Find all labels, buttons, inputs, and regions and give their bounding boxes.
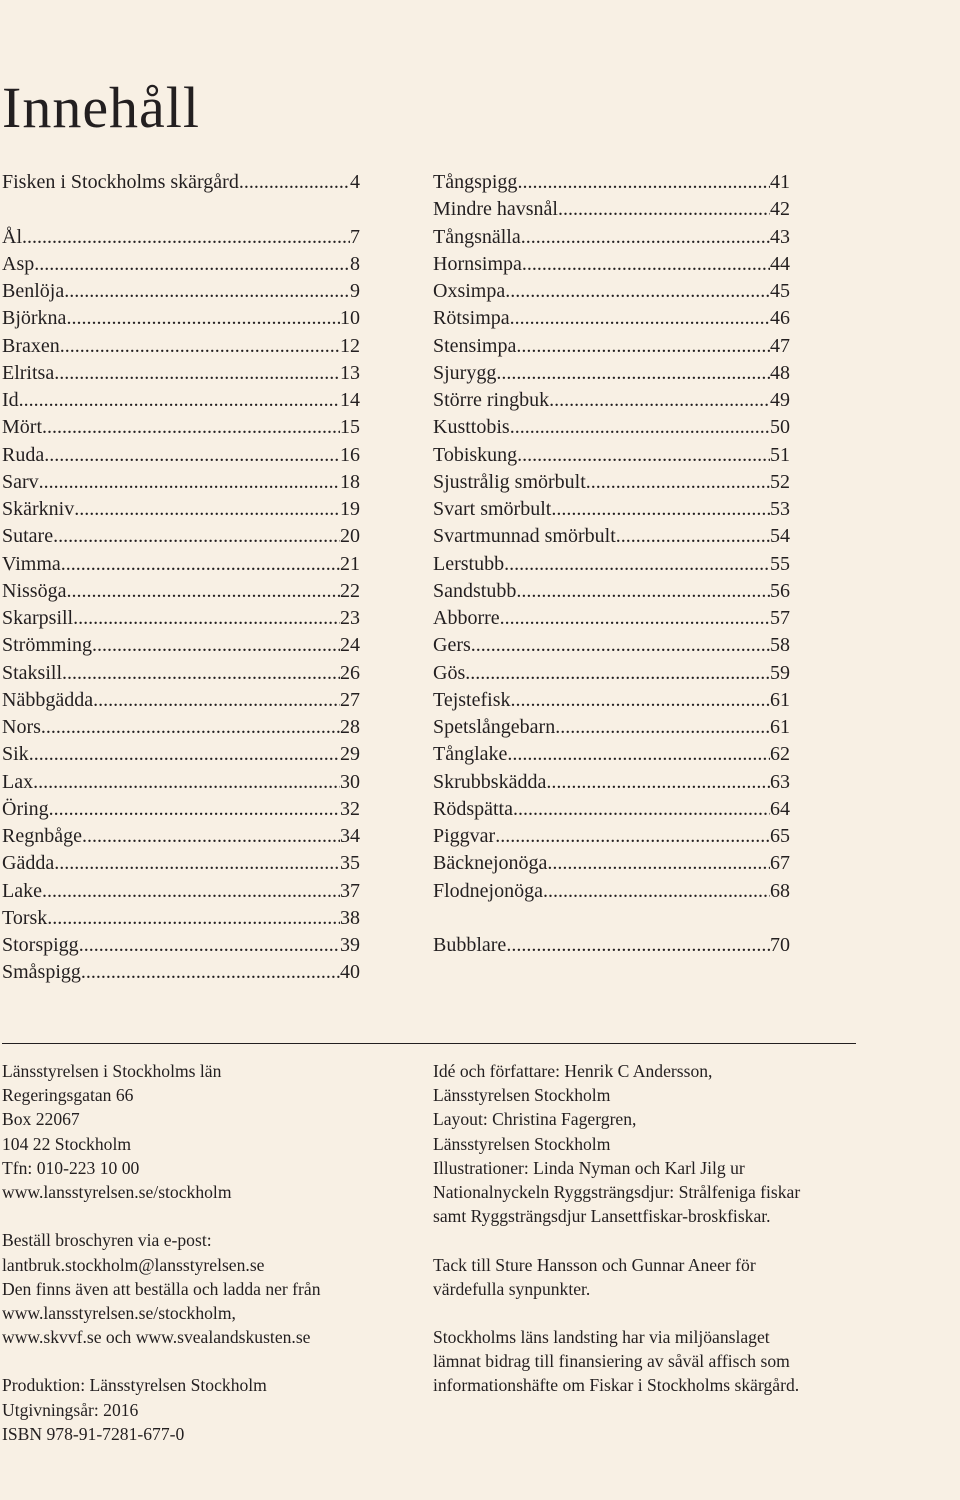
toc-entry-title: Staksill	[2, 661, 63, 684]
toc-entry-page: 55	[770, 552, 790, 575]
paragraph-gap	[2, 1349, 402, 1373]
toc-entry-page: 35	[340, 852, 360, 875]
colophon-left	[2, 1059, 402, 1446]
toc-dot-leader	[54, 360, 340, 387]
toc-dot-leader	[61, 551, 340, 578]
toc-dot-leader	[517, 442, 770, 469]
toc-entry[interactable]	[2, 878, 360, 905]
toc-entry-title: Tejstefisk	[433, 688, 511, 711]
toc-entry-page: 22	[340, 579, 360, 602]
toc-dot-leader	[551, 496, 770, 523]
toc-entry[interactable]	[2, 714, 360, 741]
toc-entry[interactable]	[2, 551, 360, 578]
colophon-line: värdefulla synpunkter.	[433, 1278, 591, 1299]
colophon-line: Idé och författare: Henrik C Andersson,	[433, 1061, 713, 1081]
colophon-line: samt Ryggsträngsdjur Lansettfiskar-broskfiskar.	[433, 1206, 771, 1227]
toc-entry-title: Öring	[2, 797, 49, 820]
toc-entry-page: 48	[770, 361, 790, 384]
toc-dot-leader	[64, 278, 350, 305]
colophon-line: Länsstyrelsen Stockholm	[433, 1085, 611, 1106]
toc-entry-title: Storspigg	[2, 934, 79, 956]
toc-dot-leader	[555, 714, 770, 741]
toc-entry-title: Asp	[2, 252, 35, 275]
toc-entry-title: Gers	[433, 634, 471, 657]
toc-entry-title: Abborre	[433, 607, 500, 629]
toc-entry-title: Tångspigg	[433, 171, 518, 193]
toc-dot-leader	[504, 551, 770, 578]
toc-dot-leader	[92, 632, 340, 659]
toc-entry-title: Gös	[433, 661, 466, 684]
toc-entry-title: Bubblare	[433, 934, 507, 956]
toc-entry-title: Strömming	[2, 634, 93, 657]
toc-entry[interactable]	[2, 496, 360, 523]
toc-entry[interactable]	[2, 823, 360, 850]
toc-entry[interactable]	[433, 741, 790, 768]
toc-entry-page: 10	[340, 307, 360, 330]
toc-entry-title: Benlöja	[2, 280, 65, 302]
toc-dot-leader	[510, 305, 770, 332]
toc-entry-page: 46	[770, 307, 790, 330]
toc-entry-page: 13	[340, 361, 360, 384]
toc-dot-leader	[506, 932, 770, 959]
toc-dot-leader	[79, 932, 340, 959]
toc-dot-leader	[42, 414, 340, 441]
toc-entry[interactable]	[433, 878, 790, 905]
toc-entry-title: Bäcknejonöga	[433, 852, 548, 875]
colophon-line: Regeringsgatan 66	[2, 1085, 134, 1106]
toc-entry[interactable]	[433, 442, 790, 469]
toc-entry-page: 44	[770, 252, 790, 275]
toc-entry[interactable]	[433, 305, 790, 332]
toc-entry[interactable]	[2, 169, 360, 196]
toc-entry-page: 56	[770, 579, 790, 602]
toc-entry[interactable]	[2, 769, 360, 796]
toc-entry-title: Svartmunnad smörbult	[433, 525, 616, 548]
colophon-line: Illustrationer: Linda Nyman och Karl Jilg ur	[433, 1157, 745, 1178]
toc-entry-page: 30	[340, 770, 360, 793]
toc-dot-leader	[465, 660, 770, 687]
toc-entry-page: 63	[770, 770, 790, 793]
toc-dot-leader	[19, 387, 340, 414]
toc-entry[interactable]	[433, 687, 790, 714]
toc-dot-leader	[44, 442, 340, 469]
toc-entry[interactable]	[433, 333, 790, 360]
toc-entry-page: 64	[770, 797, 790, 820]
toc-entry[interactable]	[433, 660, 790, 687]
toc-entry-title: Mindre havsnål	[433, 198, 558, 221]
toc-entry[interactable]	[2, 660, 360, 687]
toc-dot-leader	[34, 251, 350, 278]
page-title: Innehåll	[2, 75, 201, 140]
toc-entry[interactable]	[2, 523, 360, 550]
toc-entry[interactable]	[2, 251, 360, 278]
toc-dot-leader	[500, 605, 770, 632]
toc-entry-page: 68	[770, 879, 790, 902]
toc-entry-title: Nissöga	[2, 579, 67, 602]
toc-entry[interactable]	[2, 224, 360, 251]
toc-entry-page: 61	[770, 688, 790, 711]
toc-dot-leader	[29, 741, 340, 768]
colophon-line: lämnat bidrag till finansiering av såväl affisch som	[433, 1351, 790, 1372]
toc-entry-title: Småspigg	[2, 961, 81, 984]
toc-dot-leader	[513, 796, 770, 823]
toc-entry-title: Spetslångebarn	[433, 716, 556, 738]
toc-entry-title: Näbbgädda	[2, 688, 94, 711]
colophon-line: Layout: Christina Fagergren,	[433, 1109, 637, 1130]
toc-dot-leader	[82, 823, 340, 850]
toc-entry-page: 34	[340, 825, 360, 847]
toc-dot-leader	[471, 632, 770, 659]
toc-entry-page: 28	[340, 716, 360, 738]
toc-entry-title: Mört	[2, 416, 42, 439]
toc-entry[interactable]	[2, 333, 360, 360]
colophon-line: Tack till Sture Hansson och Gunnar Aneer för	[433, 1254, 756, 1275]
toc-entry-title: Oxsimpa	[433, 280, 506, 302]
toc-entry-page: 38	[340, 906, 360, 929]
divider-rule	[2, 1043, 856, 1044]
toc-entry-title: Gädda	[2, 852, 55, 875]
toc-entry-page: 54	[770, 525, 790, 548]
toc-dot-leader	[546, 769, 770, 796]
toc-entry[interactable]	[2, 632, 360, 659]
toc-dot-leader	[517, 169, 770, 196]
toc-entry-page: 52	[770, 470, 790, 493]
toc-dot-leader	[62, 660, 340, 687]
toc-entry[interactable]	[2, 278, 360, 305]
toc-entry-page: 49	[770, 389, 790, 411]
toc-entry-page: 12	[340, 334, 360, 357]
toc-entry[interactable]	[433, 714, 790, 741]
toc-entry-page: 23	[340, 607, 360, 629]
toc-entry-title: Torsk	[2, 906, 48, 929]
toc-entry[interactable]	[433, 469, 790, 496]
toc-entry-page: 24	[340, 634, 360, 657]
toc-dot-leader	[558, 196, 770, 223]
toc-entry-page: 26	[340, 661, 360, 684]
toc-entry-title: Id	[2, 389, 19, 411]
toc-entry[interactable]	[433, 796, 790, 823]
colophon-line: Länsstyrelsen Stockholm	[433, 1133, 611, 1154]
colophon-line: Stockholms läns landsting har via miljöanslaget	[433, 1327, 770, 1348]
toc-dot-leader	[54, 850, 340, 877]
toc-entry-page: 4	[350, 171, 360, 193]
toc-entry-page: 45	[770, 280, 790, 302]
toc-entry-page: 16	[340, 443, 360, 466]
toc-dot-leader	[22, 224, 350, 251]
toc-dot-leader	[522, 251, 770, 278]
toc-entry-title: Flodnejonöga	[433, 879, 543, 902]
toc-entry-title: Tobiskung	[433, 443, 518, 466]
toc-entry-page: 7	[350, 225, 360, 248]
toc-entry-page: 58	[770, 634, 790, 657]
toc-dot-leader	[586, 469, 770, 496]
toc-entry[interactable]	[433, 196, 790, 223]
toc-entry[interactable]	[2, 442, 360, 469]
toc-dot-leader	[66, 578, 340, 605]
toc-entry-page: 47	[770, 334, 790, 357]
toc-entry[interactable]	[433, 605, 790, 632]
toc-entry-page: 9	[350, 280, 360, 302]
colophon-line: www.lansstyrelsen.se/stockholm,	[2, 1302, 236, 1323]
colophon-line: Produktion: Länsstyrelsen Stockholm	[2, 1375, 267, 1396]
toc-entry-title: Lake	[2, 879, 42, 902]
toc-dot-leader	[495, 823, 770, 850]
toc-entry-page: 41	[770, 171, 790, 193]
colophon-line: Box 22067	[2, 1109, 80, 1130]
toc-dot-leader	[42, 878, 340, 905]
toc-entry-title: Piggvar	[433, 825, 496, 847]
toc-entry[interactable]	[2, 360, 360, 387]
paragraph-gap	[433, 1228, 873, 1252]
toc-dot-leader	[516, 578, 770, 605]
toc-entry[interactable]	[2, 905, 360, 932]
toc-entry-page: 15	[340, 416, 360, 439]
toc-dot-leader	[505, 278, 770, 305]
colophon-line: ISBN 978-91-7281-677-0	[2, 1423, 185, 1444]
toc-entry-page: 59	[770, 661, 790, 684]
toc-dot-leader	[47, 905, 340, 932]
paragraph-gap	[433, 1301, 873, 1325]
colophon-right	[433, 1059, 873, 1398]
toc-entry[interactable]	[2, 387, 360, 414]
toc-dot-leader	[41, 714, 340, 741]
toc-entry[interactable]	[433, 850, 790, 877]
toc-entry-page: 29	[340, 743, 360, 766]
toc-dot-leader	[510, 687, 770, 714]
toc-dot-leader	[543, 878, 770, 905]
toc-dot-leader	[53, 523, 340, 550]
toc-entry-page: 19	[340, 498, 360, 520]
toc-dot-leader	[510, 414, 770, 441]
toc-dot-leader	[547, 850, 770, 877]
toc-entry[interactable]	[433, 578, 790, 605]
toc-entry-page: 62	[770, 743, 790, 766]
paragraph-gap	[2, 1204, 402, 1228]
toc-entry-page: 50	[770, 416, 790, 439]
toc-entry-page: 42	[770, 198, 790, 221]
toc-entry-page: 18	[340, 470, 360, 493]
toc-entry[interactable]	[433, 632, 790, 659]
toc-entry[interactable]	[2, 959, 360, 986]
toc-entry[interactable]	[2, 605, 360, 632]
toc-entry[interactable]	[433, 496, 790, 523]
toc-entry-title: Sjustrålig smörbult	[433, 470, 586, 493]
toc-entry-title: Större ringbuk	[433, 389, 550, 411]
toc-entry-title: Rötsimpa	[433, 307, 510, 330]
toc-dot-leader	[239, 169, 350, 196]
toc-entry-title: Sarv	[2, 470, 39, 493]
toc-entry-page: 20	[340, 525, 360, 548]
toc-entry[interactable]	[433, 360, 790, 387]
toc-entry-title: Lerstubb	[433, 552, 505, 575]
toc-entry-title: Kusttobis	[433, 416, 510, 439]
toc-entry-page: 67	[770, 852, 790, 875]
colophon-line: www.skvvf.se och www.svealandskusten.se	[2, 1327, 311, 1348]
toc-dot-leader	[73, 605, 340, 632]
toc-entry[interactable]	[2, 414, 360, 441]
toc-entry-title: Björkna	[2, 307, 67, 330]
toc-dot-leader	[49, 796, 340, 823]
toc-entry-title: Regnbåge	[2, 825, 82, 847]
toc-entry[interactable]	[2, 687, 360, 714]
toc-dot-leader	[507, 741, 770, 768]
toc-dot-leader	[516, 333, 770, 360]
toc-entry[interactable]	[2, 932, 360, 959]
toc-entry-title: Fisken i Stockholms skärgård	[2, 171, 239, 193]
toc-entry-title: Sjurygg	[433, 361, 497, 384]
toc-entry-title: Sandstubb	[433, 579, 517, 602]
toc-entry-title: Skärkniv	[2, 498, 75, 520]
colophon-line: 104 22 Stockholm	[2, 1133, 132, 1154]
toc-dot-leader	[39, 469, 340, 496]
toc-entry-title: Sik	[2, 743, 29, 766]
toc-entry[interactable]	[433, 932, 790, 959]
colophon-line: lantbruk.stockholm@lansstyrelsen.se	[2, 1254, 265, 1275]
toc-entry-page: 70	[770, 934, 790, 956]
toc-entry-title: Skarpsill	[2, 607, 74, 629]
toc-dot-leader	[33, 769, 340, 796]
toc-entry-page: 61	[770, 716, 790, 738]
toc-dot-leader	[521, 224, 770, 251]
toc-entry-title: Ål	[2, 225, 22, 248]
toc-entry[interactable]	[2, 305, 360, 332]
toc-dot-leader	[93, 687, 340, 714]
toc-entry[interactable]	[2, 741, 360, 768]
toc-dot-leader	[549, 387, 770, 414]
toc-entry[interactable]	[433, 414, 790, 441]
toc-entry-page: 39	[340, 934, 360, 956]
toc-entry-title: Vimma	[2, 552, 61, 575]
toc-entry-page: 32	[340, 797, 360, 820]
toc-entry-title: Skrubbskädda	[433, 770, 547, 793]
toc-entry-page: 40	[340, 961, 360, 984]
toc-entry-title: Svart smörbult	[433, 498, 552, 520]
toc-entry-page: 27	[340, 688, 360, 711]
colophon-line: Utgivningsår: 2016	[2, 1399, 139, 1420]
toc-entry[interactable]	[433, 278, 790, 305]
toc-entry-page: 65	[770, 825, 790, 847]
toc-entry[interactable]	[433, 251, 790, 278]
toc-entry-page: 43	[770, 225, 790, 248]
toc-entry-title: Sutare	[2, 525, 54, 548]
toc-entry[interactable]	[2, 578, 360, 605]
toc-entry-title: Braxen	[2, 334, 60, 357]
toc-entry[interactable]	[433, 169, 790, 196]
toc-entry-page: 51	[770, 443, 790, 466]
colophon-line: informationshäfte om Fiskar i Stockholms skärgård.	[433, 1375, 800, 1396]
colophon-line: www.lansstyrelsen.se/stockholm	[2, 1181, 232, 1202]
toc-entry-page: 53	[770, 498, 790, 520]
toc-entry-title: Ruda	[2, 443, 45, 466]
toc-entry[interactable]	[433, 769, 790, 796]
colophon-line: Beställ broschyren via e-post:	[2, 1230, 212, 1251]
toc-entry[interactable]	[2, 796, 360, 823]
toc-entry-title: Rödspätta	[433, 797, 513, 820]
toc-entry-title: Stensimpa	[433, 334, 517, 357]
toc-entry-title: Nors	[2, 716, 41, 738]
toc-entry-page: 14	[340, 389, 360, 411]
toc-right-column	[433, 169, 790, 959]
toc-entry[interactable]	[433, 823, 790, 850]
toc-entry[interactable]	[2, 850, 360, 877]
toc-dot-leader	[616, 523, 770, 550]
toc-dot-leader	[60, 333, 340, 360]
toc-entry[interactable]	[433, 224, 790, 251]
colophon-line: Tfn: 010-223 10 00	[2, 1157, 140, 1178]
toc-entry-page: 37	[340, 879, 360, 902]
toc-left-column	[2, 169, 360, 987]
toc-entry-title: Elritsa	[2, 361, 55, 384]
toc-entry-title: Lax	[2, 770, 34, 793]
toc-entry[interactable]	[433, 551, 790, 578]
toc-dot-leader	[496, 360, 770, 387]
toc-entry[interactable]	[2, 469, 360, 496]
toc-entry-page: 57	[770, 607, 790, 629]
toc-entry[interactable]	[433, 387, 790, 414]
toc-entry-title: Hornsimpa	[433, 252, 522, 275]
toc-entry-page: 8	[350, 252, 360, 275]
colophon-line: Länsstyrelsen i Stockholms län	[2, 1061, 222, 1081]
toc-entry[interactable]	[433, 523, 790, 550]
colophon-line: Nationalnyckeln Ryggsträngsdjur: Strålfeniga fiskar	[433, 1181, 801, 1202]
toc-dot-leader	[74, 496, 340, 523]
toc-entry-title: Tånglake	[433, 743, 508, 766]
colophon-line: Den finns även att beställa och ladda ner från	[2, 1278, 321, 1299]
toc-dot-leader	[81, 959, 340, 986]
toc-entry-title: Tångsnälla	[433, 225, 521, 248]
toc-dot-leader	[66, 305, 340, 332]
toc-entry-page: 21	[340, 552, 360, 575]
